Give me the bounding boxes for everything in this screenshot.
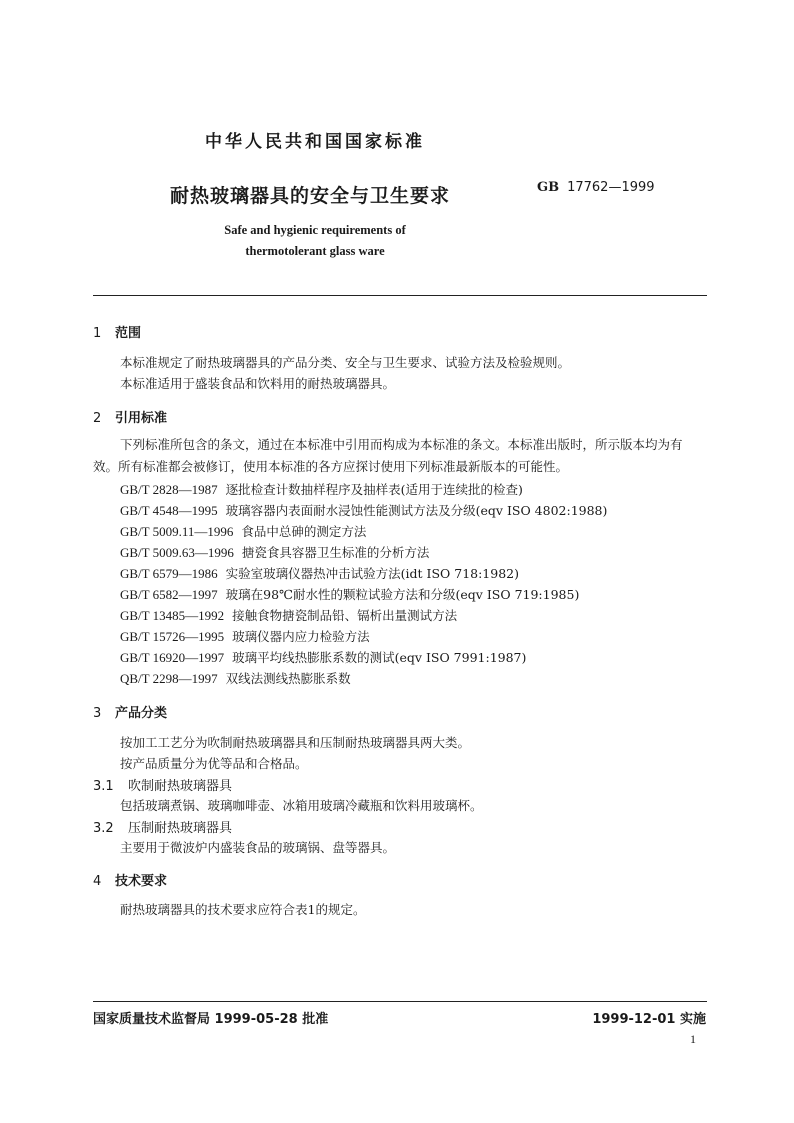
subsection-title: 压制耐热玻璃器具	[128, 821, 233, 836]
reference-item	[120, 648, 526, 666]
reference-code: GB/T 5009.11—1996	[120, 524, 234, 539]
english-title-line-2: thermotolerant glass ware	[245, 244, 385, 258]
standard-prefix: GB	[537, 180, 560, 195]
section-4-paragraph-1: 耐热玻璃器具的技术要求应符合表1的规定。	[120, 902, 366, 917]
national-standard-header: 中华人民共和国国家标准	[205, 132, 425, 152]
section-title: 产品分类	[115, 706, 168, 721]
reference-code: GB/T 2828—1987	[120, 482, 218, 497]
english-title-line-1: Safe and hygienic requirements of	[224, 223, 406, 237]
reference-item	[120, 543, 429, 561]
section-number: 1	[93, 326, 102, 341]
reference-code: GB/T 6582—1997	[120, 587, 218, 602]
header-divider	[93, 295, 707, 296]
section-3-paragraph-1: 按加工工艺分为吹制耐热玻璃器具和压制耐热玻璃器具两大类。	[120, 735, 471, 750]
reference-title: 玻璃在98℃耐水性的颗粒试验方法和分级(eqv ISO 719:1985)	[225, 587, 580, 602]
reference-code: GB/T 6579—1986	[120, 566, 218, 581]
section-title: 技术要求	[115, 874, 168, 889]
reference-item	[120, 564, 519, 582]
reference-code: GB/T 5009.63—1996	[120, 545, 234, 560]
section-number: 4	[93, 874, 102, 889]
reference-title: 食品中总砷的测定方法	[241, 524, 367, 539]
approval-info: 国家质量技术监督局 1999-05-28 批准	[93, 1012, 329, 1027]
section-3-heading	[93, 702, 167, 721]
section-3-paragraph-2: 按产品质量分为优等品和合格品。	[120, 756, 308, 771]
section-title: 范围	[115, 326, 142, 341]
reference-title: 玻璃容器内表面耐水浸蚀性能测试方法及分级(eqv ISO 4802:1988)	[225, 503, 608, 518]
implementation-date: 1999-12-01 实施	[592, 1012, 706, 1027]
section-number: 3	[93, 706, 102, 721]
section-2-intro: 下列标准所包含的条文，通过在本标准中引用而构成为本标准的条文。本标准出版时，所示版本均为有效。所有标准都会被修订，使用本标准的各方应探讨使用下列标准最新版本的可能性。	[93, 437, 683, 474]
footer-divider	[93, 1001, 707, 1002]
subsection-number: 3.2	[93, 821, 114, 836]
reference-title: 实验室玻璃仪器热冲击试验方法(idt ISO 718:1982)	[225, 566, 519, 581]
reference-item	[120, 585, 579, 603]
reference-item	[120, 627, 370, 645]
reference-code: GB/T 13485—1992	[120, 608, 225, 623]
section-2-heading	[93, 407, 167, 426]
reference-code: GB/T 16920—1997	[120, 650, 225, 665]
page-number: 1	[690, 1032, 696, 1046]
document-title: 耐热玻璃器具的安全与卫生要求	[170, 185, 451, 207]
reference-item	[120, 522, 366, 540]
subsection-3-1-text: 包括玻璃煮锅、玻璃咖啡壶、冰箱用玻璃冷藏瓶和饮料用玻璃杯。	[120, 798, 483, 813]
section-number: 2	[93, 411, 102, 426]
reference-item	[120, 669, 351, 687]
standard-number	[537, 180, 655, 195]
subsection-title: 吹制耐热玻璃器具	[128, 779, 233, 794]
subsection-3-1-heading	[93, 775, 232, 794]
section-1-paragraph-2: 本标准适用于盛装食品和饮料用的耐热玻璃器具。	[120, 376, 396, 391]
section-title: 引用标准	[115, 411, 168, 426]
reference-item	[120, 480, 523, 498]
reference-code: QB/T 2298—1997	[120, 671, 218, 686]
section-1-heading	[93, 322, 141, 341]
standard-code: 17762—1999	[567, 180, 655, 195]
reference-item	[120, 501, 607, 519]
section-4-heading	[93, 870, 167, 889]
reference-title: 逐批检查计数抽样程序及抽样表(适用于连续批的检查)	[225, 482, 523, 497]
reference-title: 玻璃仪器内应力检验方法	[232, 629, 370, 644]
reference-code: GB/T 15726—1995	[120, 629, 225, 644]
reference-code: GB/T 4548—1995	[120, 503, 218, 518]
reference-title: 接触食物搪瓷制品铅、镉析出量测试方法	[232, 608, 458, 623]
subsection-3-2-text: 主要用于微波炉内盛装食品的玻璃锅、盘等器具。	[120, 840, 396, 855]
subsection-3-2-heading	[93, 817, 232, 836]
subsection-number: 3.1	[93, 779, 114, 794]
reference-item	[120, 606, 457, 624]
reference-title: 双线法测线热膨胀系数	[225, 671, 351, 686]
section-1-paragraph-1: 本标准规定了耐热玻璃器具的产品分类、安全与卫生要求、试验方法及检验规则。	[120, 355, 571, 370]
reference-title: 搪瓷食具容器卫生标准的分析方法	[241, 545, 430, 560]
reference-title: 玻璃平均线热膨胀系数的测试(eqv ISO 7991:1987)	[232, 650, 527, 665]
